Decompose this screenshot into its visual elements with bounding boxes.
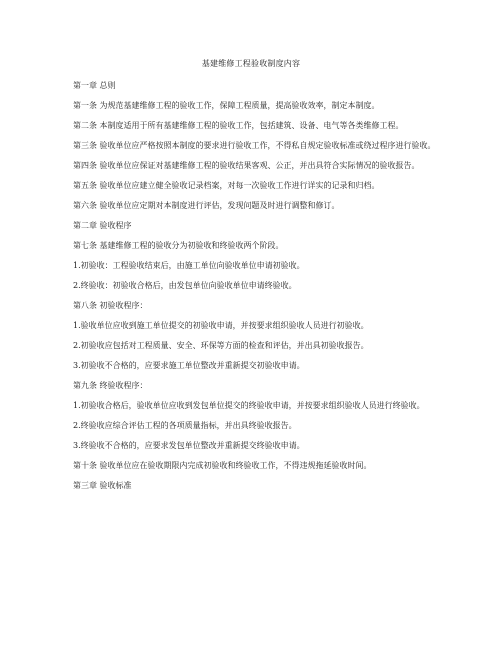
paragraph: 第五条 验收单位应建立健全验收记录档案，对每一次验收工作进行详实的记录和归档。 <box>73 181 380 190</box>
section-heading: 第三章 验收标准 <box>73 481 132 490</box>
paragraph: 第三条 验收单位应严格按照本制度的要求进行验收工作，不得私自规定验收标准或绕过程序进行验收。 <box>73 141 436 150</box>
paragraph: 第七条 基建维修工程的验收分为初验收和终验收两个阶段。 <box>73 241 284 250</box>
paragraph: 2.终验收应综合评估工程的各项质量指标，并出具终验收报告。 <box>73 421 297 430</box>
document-body <box>73 80 438 500</box>
paragraph: 2.初验收应包括对工程质量、安全、环保等方面的检查和评估，并出具初验收报告。 <box>73 341 369 350</box>
paragraph: 第二条 本制度适用于所有基建维修工程的验收工作，包括建筑、设备、电气等各类维修工程。 <box>73 121 404 130</box>
paragraph: 第十条 验收单位应在验收期限内完成初验收和终验收工作，不得违规拖延验收时间。 <box>73 461 372 470</box>
paragraph: 3.终验收不合格的，应要求发包单位整改并重新提交终验收申请。 <box>73 441 305 450</box>
paragraph: 第六条 验收单位应定期对本制度进行评估，发现问题及时进行调整和修订。 <box>73 201 340 210</box>
paragraph: 第四条 验收单位应保证对基建维修工程的验收结果客观、公正，并出具符合实际情况的验收报告。 <box>73 161 420 170</box>
paragraph: 第一条 为规范基建维修工程的验收工作，保障工程质量，提高验收效率，制定本制度。 <box>73 101 380 110</box>
paragraph: 1.初验收合格后，验收单位应收到发包单位提交的终验收申请，并按要求组织验收人员进行终验收。 <box>73 401 425 410</box>
paragraph: 1.初验收：工程验收结束后，由施工单位向验收单位申请初验收。 <box>73 261 305 270</box>
section-heading: 第九条 终验收程序： <box>73 381 148 390</box>
paragraph: 3.初验收不合格的，应要求施工单位整改并重新提交初验收申请。 <box>73 361 305 370</box>
section-heading: 第一章 总则 <box>73 81 116 90</box>
paragraph: 1.验收单位应收到施工单位提交的初验收申请，并按要求组织验收人员进行初验收。 <box>73 321 369 330</box>
document-title: 基建维修工程验收制度内容 <box>201 59 301 68</box>
section-heading: 第二章 验收程序 <box>73 221 132 230</box>
paragraph: 2.终验收：初验收合格后，由发包单位向验收单位申请终验收。 <box>73 281 297 290</box>
section-heading: 第八条 初验收程序： <box>73 301 148 310</box>
